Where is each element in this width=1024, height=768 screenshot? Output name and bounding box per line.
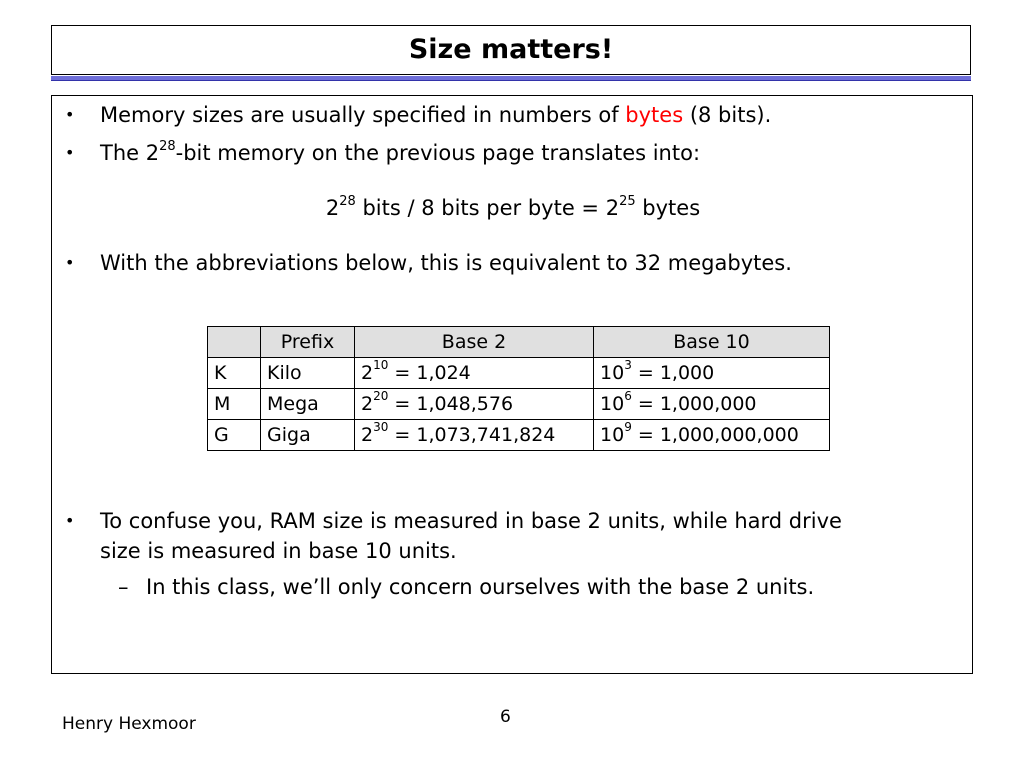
table-header-row [208, 327, 830, 358]
exponent: 25 [619, 194, 636, 209]
bullet-text [100, 100, 771, 130]
exponent: 10 [373, 357, 389, 372]
bullet-text-line2: size is measured in base 10 units. [100, 539, 457, 563]
value-part: 10 [600, 424, 625, 446]
table-header-cell: Prefix [261, 327, 355, 358]
table-row [208, 389, 830, 420]
table-cell-base10 [594, 389, 830, 420]
value-part: = 1,048,576 [388, 393, 514, 415]
value-part: 2 [361, 393, 374, 415]
table-cell-prefix: Mega [261, 389, 355, 420]
value-part: = 1,000,000 [631, 393, 757, 415]
table-cell-base10 [594, 358, 830, 389]
bullet-text-part: The 2 [100, 141, 160, 165]
slide-title: Size matters! [408, 34, 614, 65]
equation-part: bytes [635, 196, 701, 220]
table-cell-abbr: M [208, 389, 261, 420]
value-part: 2 [361, 362, 374, 384]
exponent: 9 [624, 419, 632, 434]
bullet-text: With the abbreviations below, this is equivalent to 32 megabytes. [100, 251, 792, 275]
exponent: 3 [624, 357, 632, 372]
value-part: = 1,073,741,824 [388, 424, 556, 446]
table-cell-base2 [355, 420, 594, 451]
value-part: = 1,000,000,000 [631, 424, 799, 446]
bullet-text [100, 138, 700, 168]
equation-part: 2 [325, 196, 340, 220]
title-underline-rule [51, 75, 971, 81]
exponent: 30 [373, 419, 389, 434]
bullet-text-part: Memory sizes are usually specified in numbers of [100, 103, 626, 127]
bullet-marker: • [65, 143, 75, 162]
table-cell-base10 [594, 420, 830, 451]
table-cell-abbr: G [208, 420, 261, 451]
bullet-text-part: -bit memory on the previous page translates into: [175, 141, 701, 165]
table-cell-prefix: Giga [261, 420, 355, 451]
value-part: = 1,000 [631, 362, 715, 384]
table-cell-base2 [355, 389, 594, 420]
table-cell-abbr: K [208, 358, 261, 389]
table-row [208, 358, 830, 389]
value-part: 10 [600, 362, 625, 384]
exponent: 28 [339, 194, 356, 209]
value-part: = 1,024 [388, 362, 471, 384]
table-cell-base2 [355, 358, 594, 389]
sub-bullet-text: In this class, we’ll only concern ourselves with the base 2 units. [146, 575, 815, 599]
value-part: 10 [600, 393, 625, 415]
exponent: 28 [159, 139, 176, 154]
prefix-table [207, 326, 830, 451]
footer-author: Henry Hexmoor [62, 714, 196, 734]
sub-bullet-marker: – [118, 575, 129, 599]
table-header-cell: Base 2 [355, 327, 594, 358]
table-cell-prefix: Kilo [261, 358, 355, 389]
exponent: 6 [624, 388, 632, 403]
value-part: 2 [361, 424, 374, 446]
conversion-equation [52, 193, 974, 223]
bullet-marker: • [65, 253, 75, 272]
exponent: 20 [373, 388, 389, 403]
slide-title-box [51, 25, 971, 75]
bullet-text-part: (8 bits). [683, 103, 772, 127]
bullet-marker: • [65, 511, 75, 530]
equation-part: bits / 8 bits per byte = 2 [355, 196, 620, 220]
slide-content-box [51, 95, 973, 674]
bullet-marker: • [65, 105, 75, 124]
table-row [208, 420, 830, 451]
highlight-bytes: bytes [625, 103, 684, 127]
table-header-cell [208, 327, 261, 358]
bullet-text-line1: To confuse you, RAM size is measured in base 2 units, while hard drive [100, 509, 842, 533]
page-number: 6 [500, 707, 511, 727]
table-header-cell: Base 10 [594, 327, 830, 358]
